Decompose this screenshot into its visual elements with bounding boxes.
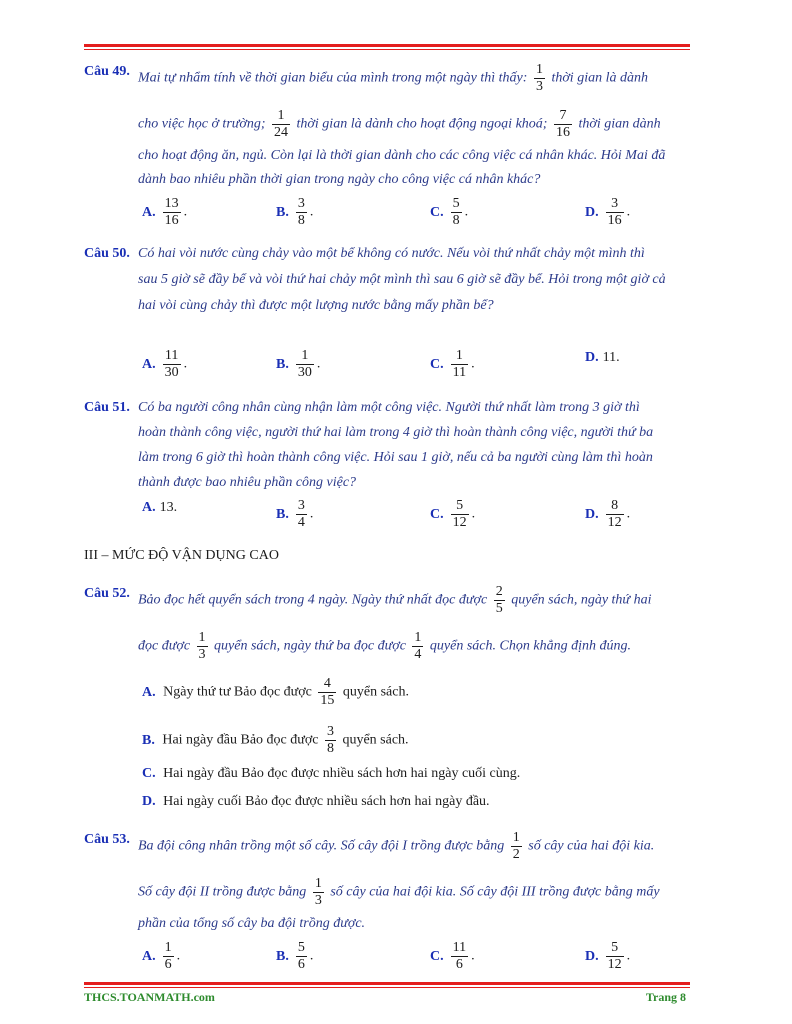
- q49-line2: [138, 108, 690, 141]
- option-tail: .: [464, 204, 469, 220]
- q50-line2: sau 5 giờ sẽ đầy bể và vòi thứ hai chảy một mình thì sau 6 giờ sẽ đầy bể. Hỏi trong một giờ cả: [138, 272, 666, 287]
- fraction: $\frac{11}{30}$: [164, 348, 179, 380]
- option-letter: A.: [142, 356, 156, 372]
- q53-text-2a: Số cây đội II trồng được bằng: [138, 884, 307, 900]
- footer-page-number: Trang 8: [645, 990, 686, 1004]
- option-letter: C.: [430, 204, 444, 220]
- fraction: $\frac{8}{12}$: [607, 498, 622, 530]
- option-letter: C.: [430, 356, 444, 372]
- fraction: $\frac{1}{2}$: [512, 830, 520, 862]
- fraction: $\frac{7}{16}$: [555, 108, 570, 140]
- option-tail: .: [316, 356, 321, 372]
- option-tail: .: [471, 948, 475, 964]
- q50-option-a[interactable]: [142, 348, 187, 381]
- option-letter: C.: [430, 506, 444, 522]
- fraction: $\frac{3}{16}$: [607, 196, 622, 228]
- q51-label: Câu 51.: [84, 400, 130, 415]
- q53-option-a[interactable]: [142, 940, 180, 973]
- q51-option-c[interactable]: [430, 498, 475, 531]
- q53-label: Câu 53.: [84, 832, 130, 847]
- option-text: Hai ngày đầu Bảo đọc được nhiều sách hơn hai ngày cuối cùng.: [163, 766, 521, 781]
- fraction: $\frac{1}{3}$: [535, 62, 543, 94]
- q49-text-2c: thời gian dành: [578, 116, 661, 132]
- q53-line3: phần của tổng số cây ba đội trồng được.: [138, 916, 366, 931]
- q52-text-2a: đọc được: [138, 638, 191, 654]
- fraction: $\frac{1}{3}$: [198, 630, 206, 662]
- q49-line4: dành bao nhiêu phần thời gian trong ngày cho công việc cá nhân khác?: [138, 172, 541, 187]
- q49-option-d[interactable]: [585, 196, 630, 229]
- option-letter: A.: [142, 948, 156, 964]
- option-tail: .: [176, 948, 181, 964]
- option-letter: A.: [142, 500, 156, 515]
- option-letter: B.: [142, 732, 155, 748]
- option-letter: D.: [585, 350, 599, 365]
- option-letter: B.: [276, 948, 289, 964]
- fraction: $\frac{5}{8}$: [452, 196, 460, 228]
- option-letter: C.: [142, 766, 156, 781]
- q49-text-2a: cho việc học ở trường;: [138, 116, 266, 132]
- q52-text-2c: quyển sách. Chọn khẳng định đúng.: [429, 638, 631, 654]
- q49-option-a[interactable]: [142, 196, 187, 229]
- fraction: $\frac{1}{30}$: [297, 348, 312, 380]
- q52-text-2b: quyển sách, ngày thứ ba đọc được: [214, 638, 406, 654]
- option-text: quyển sách.: [342, 732, 409, 748]
- fraction: $\frac{5}{12}$: [452, 498, 467, 530]
- q49-line1: [138, 62, 690, 95]
- option-tail: .: [309, 506, 314, 522]
- q49-text-1a: Mai tự nhẩm tính về thời gian biểu của mình trong một ngày thì thấy:: [138, 70, 528, 86]
- footer-rule: [84, 982, 690, 988]
- option-letter: D.: [585, 506, 599, 522]
- option-letter: D.: [142, 794, 156, 809]
- q53-text-1a: Ba đội công nhân trồng một số cây. Số cây đội I trồng được bằng: [138, 838, 505, 854]
- option-text: Hai ngày đầu Bảo đọc được: [162, 732, 319, 748]
- header-rule: [84, 44, 690, 50]
- option-text: quyển sách.: [342, 684, 409, 700]
- q52-option-a[interactable]: [142, 676, 409, 709]
- q49-option-c[interactable]: [430, 196, 468, 229]
- q52-text-1b: quyển sách, ngày thứ hai: [511, 592, 652, 608]
- q50-option-d[interactable]: [585, 348, 620, 368]
- option-tail: .: [626, 948, 631, 964]
- q53-option-d[interactable]: [585, 940, 630, 973]
- q52-line1: [138, 584, 690, 617]
- q50-line1: Có hai vòi nước cùng chảy vào một bể không có nước. Nếu vòi thứ nhất chảy một mình thì: [138, 246, 645, 261]
- section-heading: III – MỨC ĐỘ VẬN DỤNG CAO: [84, 548, 279, 563]
- fraction: $\frac{1}{6}$: [164, 940, 172, 972]
- q50-option-c[interactable]: [430, 348, 475, 381]
- fraction: $\frac{1}{11}$: [452, 348, 467, 380]
- fraction: $\frac{3}{8}$: [297, 196, 305, 228]
- option-tail: .: [471, 506, 476, 522]
- q49-line3: cho hoạt động ăn, ngủ. Còn lại là thời gian dành cho các công việc cá nhân khác. Hỏi Mai đã: [138, 148, 666, 163]
- option-tail: .: [309, 204, 314, 220]
- footer-site: THCS.TOANMATH.com: [84, 990, 215, 1004]
- q53-text-2b: số cây của hai đội kia. Số cây đội III trồng được bằng mấy: [330, 884, 660, 900]
- q50-option-b[interactable]: [276, 348, 320, 381]
- option-text: Hai ngày cuối Bảo đọc được nhiều sách hơn hai ngày đầu.: [163, 794, 490, 809]
- q51-option-d[interactable]: [585, 498, 630, 531]
- q52-option-b[interactable]: [142, 724, 409, 757]
- q52-label: Câu 52.: [84, 586, 130, 601]
- option-text: Ngày thứ tư Bảo đọc được: [163, 684, 312, 700]
- fraction: $\frac{13}{16}$: [164, 196, 179, 228]
- fraction: $\frac{3}{4}$: [297, 498, 305, 530]
- q51-option-b[interactable]: [276, 498, 313, 531]
- option-text: 11.: [602, 350, 620, 365]
- q51-line4: thành được bao nhiêu phần công việc?: [138, 475, 357, 490]
- fraction: $\frac{3}{8}$: [326, 724, 334, 756]
- option-tail: .: [183, 356, 188, 372]
- fraction: $\frac{4}{15}$: [320, 676, 335, 708]
- fraction: $\frac{1}{24}$: [274, 108, 289, 140]
- q51-line2: hoàn thành công việc, người thứ hai làm trong 4 giờ thì hoàn thành công việc, người thứ ba: [138, 425, 654, 440]
- option-letter: C.: [430, 948, 444, 964]
- q50-line3: hai vòi cùng chảy thì được một lượng nước bằng mấy phần bể?: [138, 298, 494, 313]
- option-letter: A.: [142, 684, 156, 700]
- option-letter: B.: [276, 204, 289, 220]
- option-tail: .: [626, 204, 631, 220]
- option-letter: D.: [585, 948, 599, 964]
- q51-line3: làm trong 6 giờ thì hoàn thành công việc. Hỏi sau 1 giờ, nếu cả ba người cùng làm thì hoàn: [138, 450, 653, 465]
- q51-line1: Có ba người công nhân cùng nhận làm một công việc. Người thứ nhất làm trong 3 giờ thì: [138, 400, 640, 415]
- fraction: $\frac{1}{4}$: [414, 630, 422, 662]
- q52-line2: [138, 630, 690, 663]
- q53-line2: [138, 876, 690, 909]
- fraction: $\frac{1}{3}$: [314, 876, 322, 908]
- q53-text-1b: số cây của hai đội kia.: [528, 838, 655, 854]
- option-tail: .: [626, 506, 631, 522]
- fraction: $\frac{11}{6}$: [452, 940, 467, 972]
- q49-option-b[interactable]: [276, 196, 313, 229]
- q52-option-d[interactable]: [142, 792, 490, 812]
- option-tail: .: [183, 204, 188, 220]
- q53-line1: [138, 830, 690, 863]
- option-letter: B.: [276, 506, 289, 522]
- q49-label: Câu 49.: [84, 64, 130, 79]
- fraction: $\frac{5}{12}$: [607, 940, 622, 972]
- q49-text-2b: thời gian là dành cho hoạt động ngoại khoá;: [296, 116, 548, 132]
- q53-option-c[interactable]: [430, 940, 475, 973]
- option-letter: A.: [142, 204, 156, 220]
- option-tail: .: [309, 948, 314, 964]
- option-letter: B.: [276, 356, 289, 372]
- q52-text-1a: Bảo đọc hết quyển sách trong 4 ngày. Ngày thứ nhất đọc được: [138, 592, 488, 608]
- q49-text-1b: thời gian là dành: [551, 70, 648, 86]
- q52-option-c[interactable]: [142, 764, 520, 784]
- q53-option-b[interactable]: [276, 940, 313, 973]
- fraction: $\frac{2}{5}$: [495, 584, 503, 616]
- option-text: 13.: [159, 500, 178, 515]
- q50-label: Câu 50.: [84, 246, 130, 261]
- q51-option-a[interactable]: [142, 498, 177, 518]
- option-letter: D.: [585, 204, 599, 220]
- fraction: $\frac{5}{6}$: [297, 940, 305, 972]
- option-tail: .: [471, 356, 475, 372]
